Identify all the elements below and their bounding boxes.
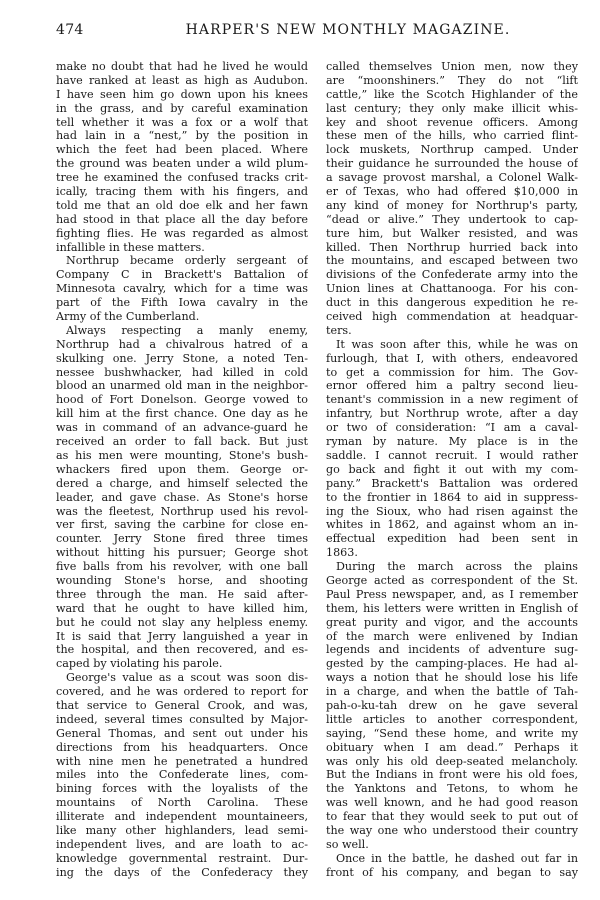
text-line: ically, tracing them with his fingers, and xyxy=(56,185,308,199)
text-line: counter. Jerry Stone fired three times xyxy=(56,532,308,546)
text-line: nessee bushwhacker, had killed in cold xyxy=(56,365,308,379)
text-line: killed. Then Northrup hurried back into xyxy=(326,240,578,254)
text-line: had stood in that place all the day before xyxy=(56,212,308,226)
text-line: saddle. I cannot recruit. I would rather xyxy=(326,448,578,462)
text-line: received an order to fall back. But just xyxy=(56,435,308,449)
text-line: George acted as correspondent of the St. xyxy=(326,573,578,587)
text-line: But the Indians in front were his old foes, xyxy=(326,768,578,782)
text-line: ver first, saving the carbine for close en- xyxy=(56,518,308,532)
text-line: wounding Stone's horse, and shooting xyxy=(56,573,308,587)
text-line: called themselves Union men, now they xyxy=(326,60,578,73)
text-line: go back and fight it out with my com- xyxy=(326,462,578,476)
text-line: as his men were mounting, Stone's bush- xyxy=(56,448,308,462)
text-line: legends and incidents of adventure sug- xyxy=(326,643,578,657)
text-line: pah-o-ku-tah drew on he gave several xyxy=(326,698,578,712)
text-line: pany.” Brackett's Battalion was ordered xyxy=(326,476,578,490)
text-line: fighting flies. He was regarded as almost xyxy=(56,226,308,240)
text-line: I have seen him go down upon his knees xyxy=(56,87,308,101)
text-line: the way one who understood their country xyxy=(326,823,578,837)
text-line: like many other highlanders, lead semi- xyxy=(56,823,308,837)
text-line: independent lives, and are loath to ac- xyxy=(56,837,308,851)
text-line: little articles to another correspondent, xyxy=(326,712,578,726)
text-line: furlough, that I, with others, endeavored xyxy=(326,351,578,365)
text-line: saying, “Send these home, and write my xyxy=(326,726,578,740)
text-line: leader, and gave chase. As Stone's horse xyxy=(56,490,308,504)
text-line: tree he examined the confused tracks crit- xyxy=(56,171,308,185)
text-line: in a charge, and when the battle of Tah- xyxy=(326,685,578,699)
text-line: which the feet had been placed. Where xyxy=(56,143,308,157)
text-line: bining forces with the loyalists of the xyxy=(56,782,308,796)
text-line: Always respecting a manly enemy, xyxy=(66,323,308,337)
text-line: whackers fired upon them. George or- xyxy=(56,462,308,476)
text-line: indeed, several times consulted by Major- xyxy=(56,712,308,726)
running-title: HARPER'S NEW MONTHLY MAGAZINE. xyxy=(185,22,511,38)
text-line: cattle,” like the Scotch Highlander of the xyxy=(326,87,578,101)
text-line: told me that an old doe elk and her fawn xyxy=(56,198,308,212)
text-line: obituary when I am dead.” Perhaps it xyxy=(326,740,578,754)
text-line: During the march across the plains xyxy=(336,560,578,574)
text-line: last century; they only make illicit whis- xyxy=(326,101,578,115)
text-line: General Thomas, and sent out under his xyxy=(56,726,308,740)
text-line: Minnesota cavalry, which for a time was xyxy=(56,282,308,296)
page-header xyxy=(56,22,576,44)
text-line: ward that he ought to have killed him, xyxy=(56,601,308,615)
text-line: without hitting his pursuer; George shot xyxy=(56,546,308,560)
text-line: ing the days of the Confederacy they xyxy=(56,865,308,879)
text-line: kill him at the first chance. One day as he xyxy=(56,407,308,421)
text-line: had lain in a “nest,” by the position in xyxy=(56,129,308,143)
text-line: whites in 1862, and against whom an in- xyxy=(326,518,578,532)
text-line: illiterate and independent mountaineers, xyxy=(56,810,308,824)
text-line: make no doubt that had he lived he would xyxy=(56,60,308,73)
text-line: er of Texas, who had offered $10,000 in xyxy=(326,185,578,199)
text-line: five balls from his revolver, with one ball xyxy=(56,560,308,574)
text-line: a savage provost marshal, a Colonel Walk- xyxy=(326,171,578,185)
text-line: covered, and he was ordered to report for xyxy=(56,685,308,699)
text-line: in the grass, and by careful examination xyxy=(56,101,308,115)
text-line: tell whether it was a fox or a wolf that xyxy=(56,115,308,129)
text-line: that service to General Crook, and was, xyxy=(56,698,308,712)
text-line: mountains of North Carolina. These xyxy=(56,796,308,810)
text-line: front of his company, and began to say xyxy=(326,865,578,879)
text-line: Once in the battle, he dashed out far in xyxy=(336,851,578,865)
text-line: caped by violating his parole. xyxy=(56,657,223,671)
text-line: with nine men he penetrated a hundred xyxy=(56,754,308,768)
text-line: to the frontier in 1864 to aid in suppress- xyxy=(326,490,578,504)
text-line: are “moonshiners.” They do not “lift xyxy=(326,73,578,87)
text-line: 1863. xyxy=(326,546,358,560)
right-text-column xyxy=(326,60,578,880)
text-line: Union lines at Chattanooga. For his con- xyxy=(326,282,578,296)
text-line: to get a commission for him. The Gov- xyxy=(326,365,578,379)
text-line: of the march were enlivened by Indian xyxy=(326,629,578,643)
text-line: have ranked at least as high as Audubon. xyxy=(56,73,308,87)
text-line: blood an unarmed old man in the neighbor- xyxy=(56,379,308,393)
text-line: the hospital, and then recovered, and es- xyxy=(56,643,308,657)
text-line: was only his old deep-seated melancholy. xyxy=(326,754,578,768)
text-line: ceived high commendation at headquar- xyxy=(326,310,578,324)
text-line: but he could not slay any helpless enemy. xyxy=(56,615,308,629)
text-line: Northrup became orderly sergeant of xyxy=(66,254,308,268)
text-line: any kind of money for Northrup's party, xyxy=(326,198,578,212)
text-line: It is said that Jerry languished a year in xyxy=(56,629,308,643)
text-line: ways a notion that he should lose his life xyxy=(326,671,578,685)
text-line: the ground was beaten under a wild plum- xyxy=(56,157,308,171)
text-line: key and shoot revenue officers. Among xyxy=(326,115,578,129)
text-line: miles into the Confederate lines, com- xyxy=(56,768,308,782)
text-line: duct in this dangerous expedition he re- xyxy=(326,296,578,310)
text-line: lock muskets, Northrup camped. Under xyxy=(326,143,578,157)
text-line: ture him, but Walker resisted, and was xyxy=(326,226,578,240)
text-line: these men of the hills, who carried flint- xyxy=(326,129,578,143)
text-line: knowledge governmental restraint. Dur- xyxy=(56,851,308,865)
text-line: so well. xyxy=(326,837,369,851)
text-line: hood of Fort Donelson. George vowed to xyxy=(56,393,308,407)
text-line: the mountains, and escaped between two xyxy=(326,254,578,268)
text-line: was well known, and he had good reason xyxy=(326,796,578,810)
text-line: gested by the camping-places. He had al- xyxy=(326,657,578,671)
text-line: Paul Press newspaper, and, as I remember xyxy=(326,587,578,601)
text-line: infantry, but Northrup wrote, after a day xyxy=(326,407,578,421)
left-text-column xyxy=(56,60,308,880)
text-line: to fear that they would seek to put out of xyxy=(326,810,578,824)
text-line: Army of the Cumberland. xyxy=(56,310,200,324)
text-line: George's value as a scout was soon dis- xyxy=(66,671,308,685)
text-line: or two of consideration: “I am a caval- xyxy=(326,421,578,435)
text-line: ters. xyxy=(326,323,352,337)
text-line: Company C in Brackett's Battalion of xyxy=(56,268,308,282)
text-line: infallible in these matters. xyxy=(56,240,205,254)
text-line: effectual expedition had been sent in xyxy=(326,532,578,546)
text-line: their guidance he surrounded the house of xyxy=(326,157,578,171)
text-line: Northrup had a chivalrous hatred of a xyxy=(56,337,308,351)
text-line: directions from his headquarters. Once xyxy=(56,740,308,754)
text-line: skulking one. Jerry Stone, a noted Ten- xyxy=(56,351,308,365)
text-line: the Yanktons and Tetons, to whom he xyxy=(326,782,578,796)
text-line: ryman by nature. My place is in the xyxy=(326,435,578,449)
text-line: It was soon after this, while he was on xyxy=(336,337,578,351)
text-line: them, his letters were written in English of xyxy=(326,601,578,615)
page-number: 474 xyxy=(56,22,84,38)
text-line: tenant's commission in a new regiment of xyxy=(326,393,578,407)
text-line: “dead or alive.” They undertook to cap- xyxy=(326,212,578,226)
text-line: three through the man. He said after- xyxy=(56,587,308,601)
text-line: part of the Fifth Iowa cavalry in the xyxy=(56,296,308,310)
text-line: was in command of an advance-guard he xyxy=(56,421,308,435)
text-line: divisions of the Confederate army into the xyxy=(326,268,578,282)
text-line: great purity and vigor, and the accounts xyxy=(326,615,578,629)
text-line: was the fleetest, Northrup used his revol- xyxy=(56,504,308,518)
text-line: ing the Sioux, who had risen against the xyxy=(326,504,578,518)
text-line: ernor offered him a paltry second lieu- xyxy=(326,379,578,393)
text-line: dered a charge, and himself selected the xyxy=(56,476,308,490)
